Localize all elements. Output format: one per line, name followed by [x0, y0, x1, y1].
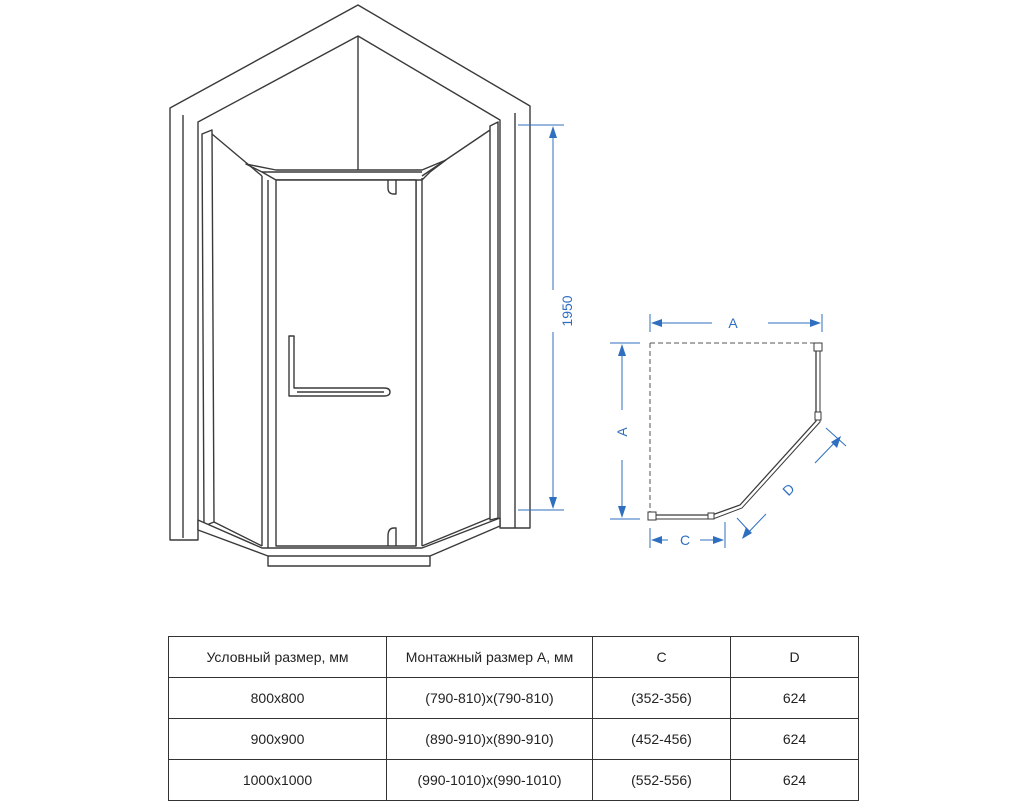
- cell-mounting-size: (790-810)x(790-810): [387, 678, 593, 719]
- cell-d: 624: [731, 678, 859, 719]
- dimension-a-left-label: A: [614, 427, 630, 437]
- door-glass: [276, 180, 416, 546]
- cell-nominal-size: 800x800: [169, 678, 387, 719]
- table-header-row: [169, 637, 859, 678]
- height-arrow-bottom: [549, 497, 557, 509]
- plan-view: [610, 314, 846, 548]
- header-c: C: [593, 637, 731, 678]
- right-panel-profile: [490, 122, 498, 520]
- cell-mounting-size: (890-910)x(890-910): [387, 719, 593, 760]
- a-top-arrow-right: [810, 319, 821, 327]
- perspective-view: [170, 5, 530, 566]
- plan-profile-left: [648, 512, 656, 520]
- cell-nominal-size: 900x900: [169, 719, 387, 760]
- cell-nominal-size: 1000x1000: [169, 760, 387, 801]
- table-row: [169, 719, 859, 760]
- c-arrow-left: [651, 536, 662, 544]
- d-arrow-lower: [742, 527, 752, 539]
- a-top-arrow-left: [651, 319, 662, 327]
- size-table: [168, 636, 859, 801]
- cell-c: (552-556): [593, 760, 731, 801]
- cell-c: (452-456): [593, 719, 731, 760]
- left-panel-top: [212, 134, 262, 176]
- dimension-a-top-label: A: [728, 315, 738, 331]
- table-row: [169, 678, 859, 719]
- cell-d: 624: [731, 760, 859, 801]
- c-arrow-right: [713, 536, 724, 544]
- cell-mounting-size: (990-1010)x(990-1010): [387, 760, 593, 801]
- height-label: 1950: [559, 295, 575, 327]
- a-left-arrow-bottom: [618, 506, 626, 518]
- top-frame: [246, 160, 446, 180]
- dimension-c-label: C: [679, 532, 691, 548]
- dimension-d: [737, 428, 846, 539]
- d-arrow-upper: [831, 436, 841, 448]
- plan-hinge-left: [708, 513, 714, 519]
- header-mounting-size: Монтажный размер А, мм: [387, 637, 593, 678]
- plan-hinge-right: [815, 412, 821, 420]
- a-left-arrow-top: [618, 344, 626, 356]
- dimension-d-label: D: [779, 480, 798, 499]
- plan-profile-top: [814, 343, 822, 351]
- cell-c: (352-356): [593, 678, 731, 719]
- header-d: D: [731, 637, 859, 678]
- left-panel-profile: [202, 130, 214, 526]
- table-row: [169, 760, 859, 801]
- cell-d: 624: [731, 719, 859, 760]
- height-arrow-top: [549, 126, 557, 138]
- right-panel-top: [422, 130, 490, 176]
- header-nominal-size: Условный размер, мм: [169, 637, 387, 678]
